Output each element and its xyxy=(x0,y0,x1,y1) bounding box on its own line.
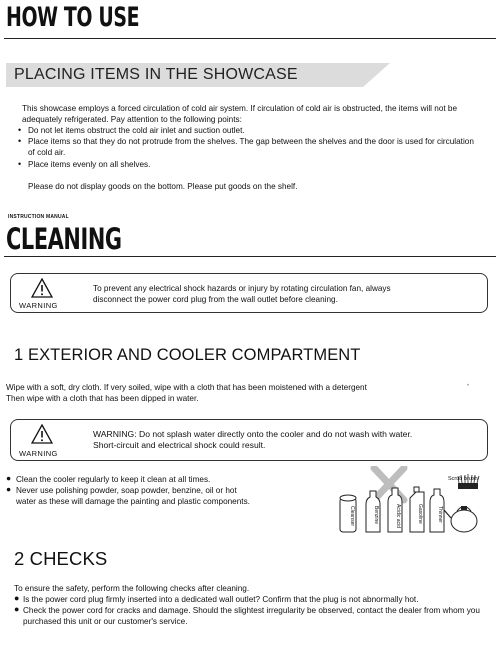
intro-paragraph: This showcase employs a forced circulation of cold air system. If circulation of cold air is obstructed, the items will not be adequately refrigerated. Pay attention to the following points: xyxy=(22,104,458,125)
list-item: ● Check the power cord for cracks and damage. Should the slightest irregularity be observed, contact the dealer from whom you purchased this unit or our customer's service. xyxy=(14,604,480,627)
label-acidic-acid: Acidic acid xyxy=(395,504,401,528)
list-item: • Place items so that they do not protrude from the shelves. The gap between the shelves and the door is used for circulation of cold air. xyxy=(18,136,474,158)
page-title: HOW TO USE xyxy=(6,2,140,33)
section-title-placing-items: PLACING ITEMS IN THE SHOWCASE xyxy=(14,66,298,83)
warning-triangle-icon xyxy=(31,424,53,444)
list-item: • Do not let items obstruct the cold air inlet and suction outlet. xyxy=(18,125,245,135)
list-item: ● Never use polishing powder, soap powder, benzine, oil or hot water as these will damage the painting and plastic components. xyxy=(6,484,250,507)
warning-box-water xyxy=(10,419,488,461)
bullet-icon: • xyxy=(18,125,22,135)
bullet-icon: • xyxy=(18,136,22,147)
warning-label: WARNING xyxy=(19,301,58,310)
bullet-icon: ● xyxy=(14,604,20,615)
warning-label: WARNING xyxy=(19,449,58,458)
warning-triangle-icon xyxy=(31,278,53,298)
stray-dot: • xyxy=(467,383,470,389)
cleaning-title: CLEANING xyxy=(6,222,122,256)
placing-points-list xyxy=(18,125,478,170)
cleaning-tips-list xyxy=(6,474,256,508)
bullet-icon: • xyxy=(18,158,22,169)
bullet-icon: ● xyxy=(6,484,12,495)
section-title-exterior: 1 EXTERIOR AND COOLER COMPARTMENT xyxy=(14,346,361,364)
exterior-paragraph: Wipe with a soft, dry cloth. If very soiled, wipe with a cloth that has been moistened with a detergent Then wipe with a cloth that has been dipped in water. xyxy=(6,383,367,404)
warning-box-electrical xyxy=(10,273,488,313)
manual-label: INSTRUCTION MANUAL xyxy=(8,214,69,220)
label-benzine: Benzine xyxy=(373,506,379,525)
warning-text: To prevent any electrical shock hazards or injury by rotating circulation fan, always disconnect the power cord plug from the wall outlet before cleaning. xyxy=(93,284,391,304)
label-gasoline: Gasoline xyxy=(417,504,423,524)
section-title-checks: 2 CHECKS xyxy=(14,548,108,569)
label-thinner: Thinner xyxy=(437,506,443,523)
display-note: Please do not display goods on the bottom. Please put goods on the shelf. xyxy=(28,182,298,191)
bullet-icon: ● xyxy=(14,593,20,603)
checks-intro: To ensure the safety, perform the following checks after cleaning. xyxy=(14,584,250,593)
list-item: • Place items evenly on all shelves. xyxy=(18,158,151,169)
cleaning-divider xyxy=(4,256,496,257)
checks-list xyxy=(14,594,484,628)
list-item: ● Clean the cooler regularly to keep it clean at all times. xyxy=(6,473,211,484)
list-item: ● Is the power cord plug firmly inserted into a dedicated wall outlet? Confirm that the plug is not abnormally hot. xyxy=(14,593,419,604)
bullet-icon: ● xyxy=(6,473,12,483)
title-divider xyxy=(4,38,496,39)
scrub-brush-label: Scrub brush xyxy=(448,476,478,482)
label-cleanser: Cleanser xyxy=(349,506,355,527)
warning-text: WARNING: Do not splash water directly onto the cooler and do not wash with water. Short-circuit and electrical shock could result. xyxy=(93,429,413,450)
